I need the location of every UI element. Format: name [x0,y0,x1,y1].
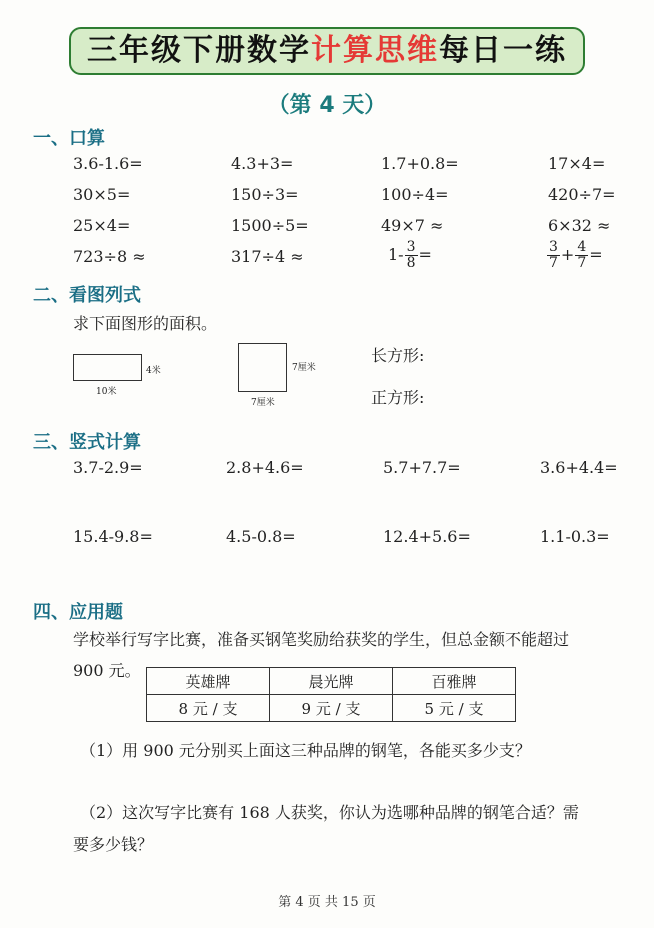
table-cell: 5 元 / 支 [393,695,516,722]
question-2-line2: 要多少钱？ [73,835,154,854]
oral-item: 3.6-1.6= [73,154,143,173]
vertical-calc-item: 2.8+4.6= [226,458,304,477]
oral-item: 1500÷5= [231,216,309,235]
title-part2: 计算思维 [311,33,439,68]
table-header-cell: 晨光牌 [270,668,393,695]
square-side-label: 7厘米 [292,363,316,373]
oral-item: 6×32 ≈ [548,216,611,235]
oral-item: 1.7+0.8= [381,154,459,173]
rect-height-label: 4米 [146,366,161,376]
vertical-calc-item: 12.4+5.6= [383,527,471,546]
title-part3: 每日一练 [439,33,567,68]
table-row [147,695,516,722]
fraction-item-1: 1- $\frac{3}{8}$ = [388,239,432,271]
fraction: $\frac{3}{7}$ [549,239,558,271]
oral-item: 317÷4 ≈ [231,247,304,266]
section2-heading: 二、看图列式 [33,285,141,306]
price-table [146,667,516,722]
oral-item: 723÷8 ≈ [73,247,146,266]
table-cell: 8 元 / 支 [147,695,270,722]
section4-heading: 四、应用题 [33,602,123,623]
table-header-cell: 百雅牌 [393,668,516,695]
problem-text-line1: 学校举行写字比赛，准备买钢笔奖励给获奖的学生，但总金额不能超过 [73,630,570,649]
fraction-item-2: $\frac{3}{7}$ + $\frac{4}{7}$ = [549,239,603,271]
table-row [147,668,516,695]
table-cell: 9 元 / 支 [270,695,393,722]
square-figure [238,343,287,392]
question-1: （1）用 900 元分别买上面这三种品牌的钢笔，各能买多少支？ [80,741,531,760]
fraction: $\frac{4}{7}$ [577,239,587,271]
vertical-calc-item: 3.7-2.9= [73,458,143,477]
section2-prompt: 求下面图形的面积。 [73,314,218,333]
rectangle-figure [73,354,142,381]
vertical-calc-item: 1.1-0.3= [540,527,610,546]
vertical-calc-item: 3.6+4.4= [540,458,618,477]
oral-item: 4.3+3= [231,154,294,173]
answer-square: 正方形: [371,388,425,407]
section3-heading: 三、竖式计算 [33,432,141,453]
oral-item: 100÷4= [381,185,449,204]
section1-heading: 一、口算 [33,128,105,149]
title-banner [69,27,585,75]
square-bottom-label: 7厘米 [251,398,275,408]
oral-item: 150÷3= [231,185,299,204]
table-header-cell: 英雄牌 [147,668,270,695]
oral-item: 49×7 ≈ [381,216,444,235]
day-label: （第 4 天） [267,93,387,118]
vertical-calc-item: 4.5-0.8= [226,527,296,546]
fraction: $\frac{3}{8}$ [406,239,416,271]
oral-item: 420÷7= [548,185,616,204]
rect-width-label: 10米 [96,387,117,397]
problem-text-line2: 900 元。 [73,661,141,680]
oral-item: 25×4= [73,216,131,235]
vertical-calc-item: 15.4-9.8= [73,527,153,546]
oral-item: 17×4= [548,154,606,173]
vertical-calc-item: 5.7+7.7= [383,458,461,477]
title-part1: 三年级下册数学 [87,33,311,68]
answer-rectangle: 长方形: [371,346,425,365]
page-footer: 第 4 页 共 15 页 [278,895,376,910]
oral-item: 30×5= [73,185,131,204]
question-2-line1: （2）这次写字比赛有 168 人获奖，你认为选哪种品牌的钢笔合适？需 [80,803,579,822]
